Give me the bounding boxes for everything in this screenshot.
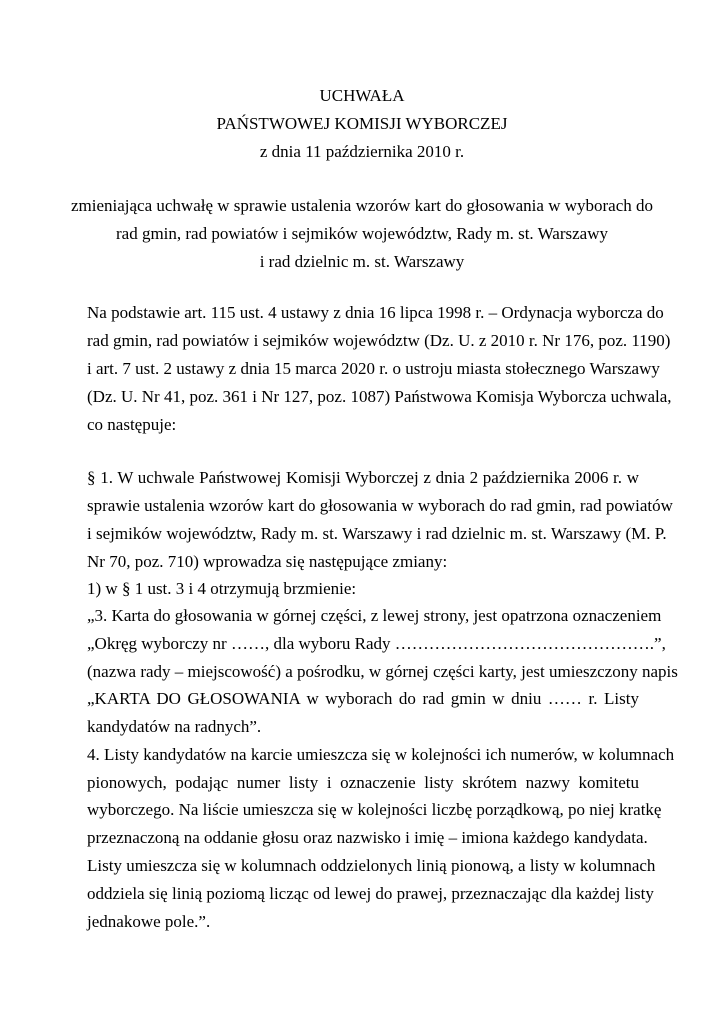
- document-title: UCHWAŁA: [319, 86, 405, 105]
- document-date: z dnia 11 października 2010 r.: [259, 142, 465, 161]
- section-line: przeznaczoną na oddanie głosu oraz nazwisko i imię – imiona każdego kandydata.: [87, 828, 648, 847]
- subject-line: i rad dzielnic m. st. Warszawy: [259, 252, 465, 271]
- section-line: „KARTA DO GŁOSOWANIA w wyborach do rad gmin w dniu …… r. Listy: [87, 689, 639, 708]
- section-line: i sejmików województw, Rady m. st. Warszawy i rad dzielnic m. st. Warszawy (M. P.: [87, 524, 667, 543]
- preamble-line: co następuje:: [87, 415, 177, 434]
- subject-line: zmieniająca uchwałę w sprawie ustalenia wzorów kart do głosowania w wyborach do: [70, 196, 654, 215]
- section-line: sprawie ustalenia wzorów kart do głosowania w wyborach do rad gmin, rad powiatów: [87, 496, 673, 515]
- section-line: jednakowe pole.”.: [87, 912, 211, 931]
- section-line: § 1. W uchwale Państwowej Komisji Wyborczej z dnia 2 października 2006 r. w: [87, 468, 639, 487]
- section-line: Nr 70, poz. 710) wprowadza się następujące zmiany:: [87, 552, 448, 571]
- preamble-line: (Dz. U. Nr 41, poz. 361 i Nr 127, poz. 1087) Państwowa Komisja Wyborcza uchwala,: [87, 387, 672, 406]
- preamble-line: Na podstawie art. 115 ust. 4 ustawy z dnia 16 lipca 1998 r. – Ordynacja wyborcza do: [87, 303, 664, 322]
- section-line: „Okręg wyborczy nr ……, dla wyboru Rady ……………………………………….”,: [87, 634, 666, 653]
- document-issuer: PAŃSTWOWEJ KOMISJI WYBORCZEJ: [216, 114, 508, 133]
- section-line: oddziela się linią poziomą licząc od lewej do prawej, przeznaczając dla każdej listy: [87, 884, 654, 903]
- section-line: Listy umieszcza się w kolumnach oddzielonych linią pionową, a listy w kolumnach: [87, 856, 656, 875]
- section-line: pionowych, podając numer listy i oznaczenie listy skrótem nazwy komitetu: [87, 773, 639, 792]
- preamble-line: i art. 7 ust. 2 ustawy z dnia 15 marca 2020 r. o ustroju miasta stołecznego Warszawy: [87, 359, 660, 378]
- subject-line: rad gmin, rad powiatów i sejmików województw, Rady m. st. Warszawy: [115, 224, 608, 243]
- preamble-line: rad gmin, rad powiatów i sejmików województw (Dz. U. z 2010 r. Nr 176, poz. 1190): [87, 331, 671, 350]
- section-line: „3. Karta do głosowania w górnej części, z lewej strony, jest opatrzona oznaczeniem: [87, 606, 662, 625]
- section-line: kandydatów na radnych”.: [87, 717, 262, 736]
- amendment-point: 1) w § 1 ust. 3 i 4 otrzymują brzmienie:: [87, 579, 357, 598]
- section-line: wyborczego. Na liście umieszcza się w kolejności liczbę porządkową, po niej kratkę: [87, 800, 662, 819]
- section-line: (nazwa rady – miejscowość) a pośrodku, w górnej części karty, jest umieszczony napis: [87, 662, 678, 681]
- section-line: 4. Listy kandydatów na karcie umieszcza się w kolejności ich numerów, w kolumnach: [87, 745, 675, 764]
